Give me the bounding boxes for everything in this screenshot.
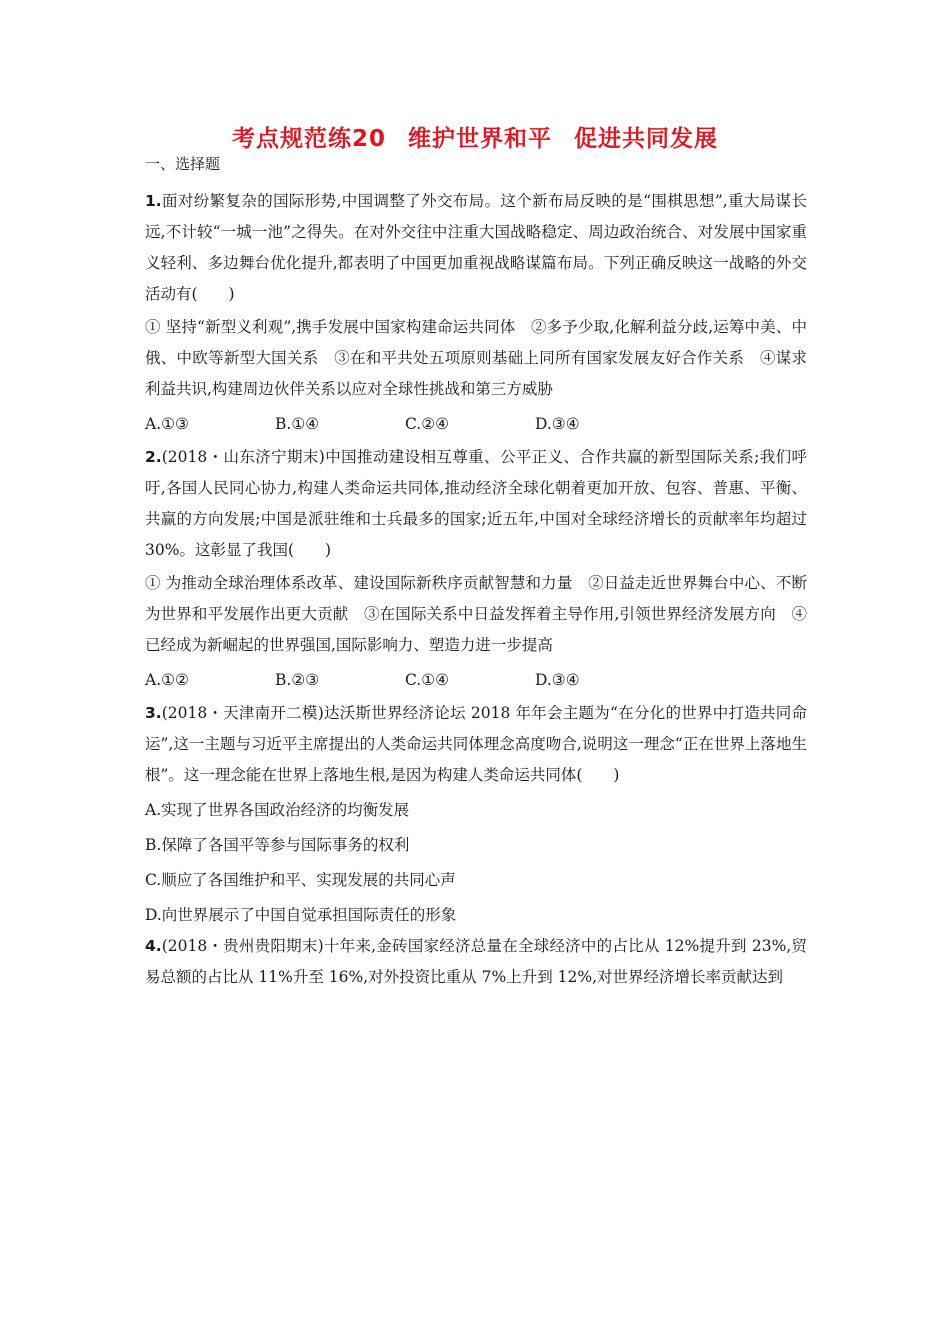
option-b: B.①④ [275, 415, 320, 433]
question-2-options [145, 665, 807, 696]
title-part-1: 考点规范练20 [231, 126, 386, 152]
question-number: 1. [145, 192, 162, 210]
question-stem-text: 面对纷繁复杂的国际形势,中国调整了外交布局。这个新布局反映的是“围棋思想”,重大局谋长远,不计较“一城一池”之得失。在对外交往中注重大国战略稳定、周边政治统合、对发展中国家重义轻利、多边舞台优化提升,都表明了中国更加重视战略谋篇布局。下列正确反映这一战略的外交活动有( ) [145, 192, 807, 303]
question-number: 4. [145, 937, 162, 955]
choice-a: A.实现了世界各国政治经济的均衡发展 [145, 801, 410, 819]
option-d: D.③④ [535, 671, 580, 689]
question-3-stem [145, 698, 807, 791]
question-2 [145, 442, 807, 696]
question-stem-text: (2018・贵州贵阳期末)十年来,金砖国家经济总量在全球经济中的占比从 12%提升到 23%,贸易总额的占比从 11%升至 16%,对外投资比重从 7%上升到 12%,对世界经济增长率贡献达到 [145, 937, 807, 986]
choice-c: C.顺应了各国维护和平、实现发展的共同心声 [145, 871, 456, 889]
question-1-statements: ① 坚持“新型义利观”,携手发展中国家构建命运共同体 ②多予少取,化解利益分歧,运筹中美、中俄、中欧等新型大国关系 ③在和平共处五项原则基础上同所有国家发展友好合作关系 ④谋求利益共识,构建周边伙伴关系以应对全球性挑战和第三方威胁 [145, 318, 807, 398]
choice-b: B.保障了各国平等参与国际事务的权利 [145, 836, 410, 854]
question-1-options [145, 409, 807, 440]
question-1 [145, 186, 807, 440]
option-c: C.②④ [405, 415, 450, 433]
title-part-2: 维护世界和平 [408, 126, 552, 152]
choice-d: D.向世界展示了中国自觉承担国际责任的形象 [145, 906, 457, 924]
question-number: 3. [145, 704, 162, 722]
option-b: B.②③ [275, 671, 320, 689]
question-stem-text: (2018・天津南开二模)达沃斯世界经济论坛 2018 年年会主题为“在分化的世界中打造共同命运”,这一主题与习近平主席提出的人类命运共同体理念高度吻合,说明这一理念“正在世界上落地生根”。这一理念能在世界上落地生根,是因为构建人类命运共同体( ) [145, 704, 807, 784]
question-stem-text: (2018・山东济宁期末)中国推动建设相互尊重、公平正义、合作共赢的新型国际关系;我们呼吁,各国人民同心协力,构建人类命运共同体,推动经济全球化朝着更加开放、包容、普惠、平衡、共赢的方向发展;中国是派驻维和士兵最多的国家;近五年,中国对全球经济增长的贡献率年均超过30%。这彰显了我国( ) [145, 448, 807, 559]
question-2-stem [145, 442, 807, 566]
question-3 [145, 698, 807, 931]
question-4 [145, 931, 807, 993]
question-number: 2. [145, 448, 162, 466]
option-d: D.③④ [535, 415, 580, 433]
page-title [0, 120, 950, 153]
question-2-statements: ① 为推动全球治理体系改革、建设国际新秩序贡献智慧和力量 ②日益走近世界舞台中心、不断为世界和平发展作出更大贡献 ③在国际关系中日益发挥着主导作用,引领世界经济发展方向 ④已经成为新崛起的世界强国,国际影响力、塑造力进一步提高 [145, 574, 807, 654]
section-heading: 一、选择题 [145, 155, 221, 173]
option-c: C.①④ [405, 671, 450, 689]
option-a: A.①③ [145, 415, 189, 433]
question-1-stem [145, 186, 807, 310]
question-4-stem [145, 931, 807, 993]
option-a: A.①② [145, 671, 189, 689]
title-part-3: 促进共同发展 [574, 126, 718, 152]
question-list [145, 186, 807, 993]
